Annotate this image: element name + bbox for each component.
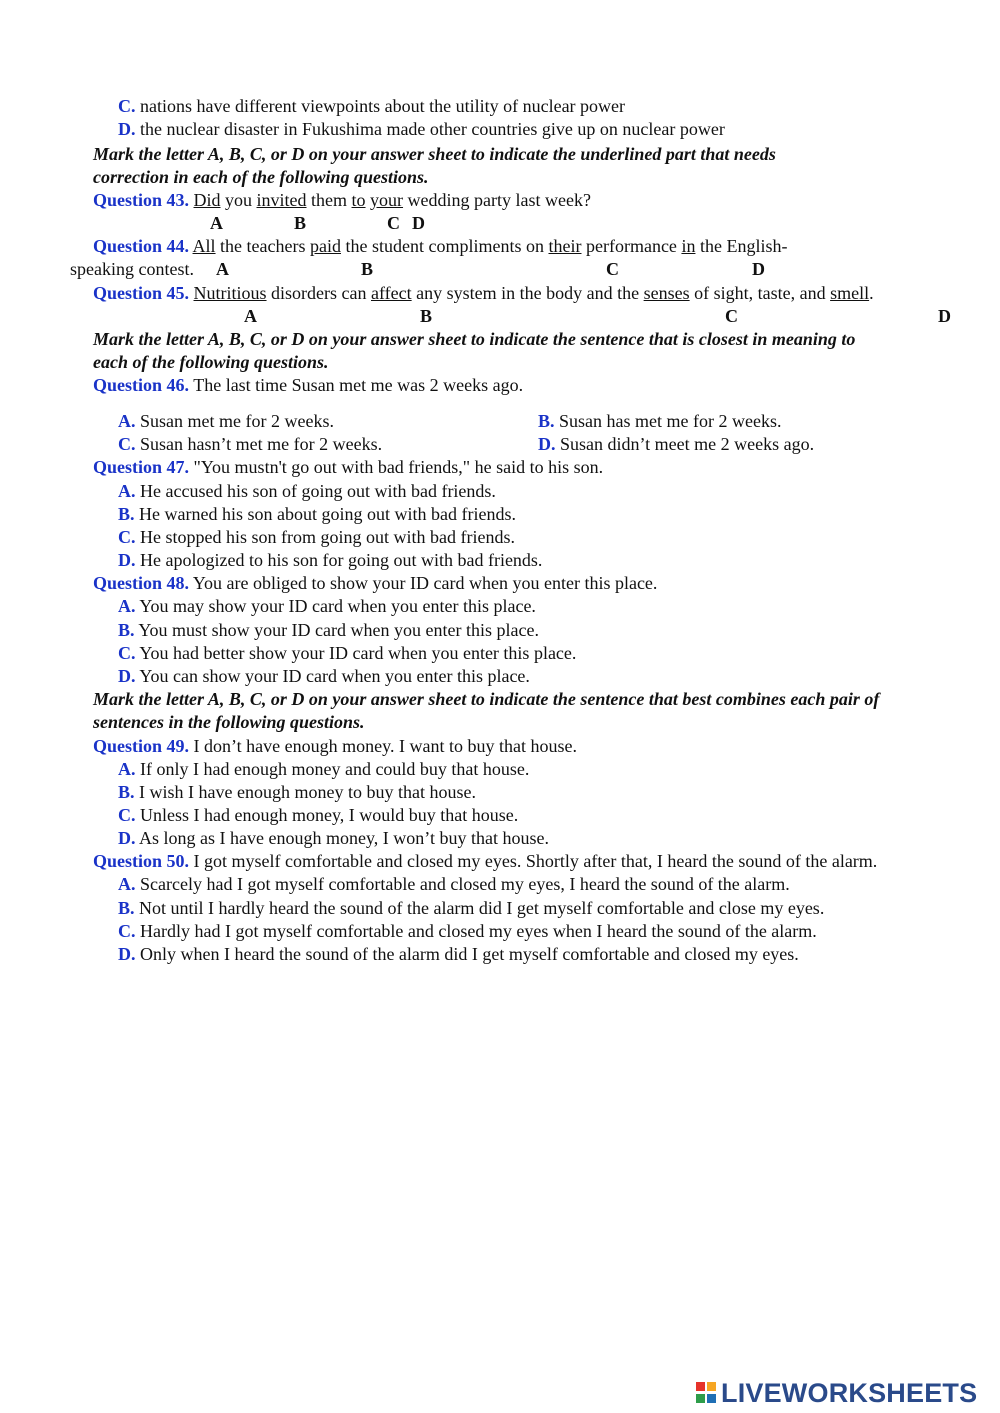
question-43: Question 43. Did you invited them to your wedding party last week?	[93, 190, 591, 210]
q48-option-d: D. You can show your ID card when you enter this place.	[118, 666, 530, 686]
q48-option-a: A. You may show your ID card when you enter this place.	[118, 596, 536, 616]
liveworksheets-logo	[696, 1376, 977, 1410]
q46-option-c: C. Susan hasn’t met me for 2 weeks.	[118, 434, 383, 454]
q43-label-d: D	[412, 213, 425, 233]
q42-option-c: C. nations have different viewpoints about the utility of nuclear power	[118, 96, 626, 116]
q50-option-a: A. Scarcely had I got myself comfortable and closed my eyes, I heard the sound of the alarm.	[118, 874, 790, 894]
q46-option-d: D. Susan didn’t meet me 2 weeks ago.	[538, 434, 815, 454]
q43-underline-d: your	[370, 190, 404, 210]
q45-label-b: B	[420, 306, 433, 326]
q45-underline-a: Nutritious	[193, 283, 267, 303]
q49-option-a: A. If only I had enough money and could buy that house.	[118, 759, 530, 779]
question-48: Question 48. You are obliged to show your ID card when you enter this place.	[93, 573, 658, 593]
q43-underline-c: to	[351, 190, 366, 210]
q49-option-d: D. As long as I have enough money, I won’t buy that house.	[118, 828, 549, 848]
question-46: Question 46. The last time Susan met me was 2 weeks ago.	[93, 375, 524, 395]
instruction-closest-meaning-line1: Mark the letter A, B, C, or D on your answer sheet to indicate the sentence that is closest in meaning to	[93, 329, 856, 349]
q45-underline-b: affect	[371, 283, 412, 303]
q45-underline-c: senses	[643, 283, 690, 303]
q49-option-b: B. I wish I have enough money to buy that house.	[118, 782, 476, 802]
q48-option-c: C. You had better show your ID card when you enter this place.	[118, 643, 577, 663]
q44-underline-d: in	[681, 236, 696, 256]
q44-label-d: D	[752, 259, 765, 279]
question-45: Question 45. Nutritious disorders can affect any system in the body and the senses of sight, taste, and smell.	[93, 283, 874, 303]
q43-label-b: B	[294, 213, 307, 233]
q47-option-a: A. He accused his son of going out with bad friends.	[118, 481, 496, 501]
q42-option-d: D. the nuclear disaster in Fukushima made other countries give up on nuclear power	[118, 119, 725, 139]
q46-option-a: A. Susan met me for 2 weeks.	[118, 411, 334, 431]
instruction-closest-meaning-line2: each of the following questions.	[93, 352, 329, 372]
q43-label-a: A	[210, 213, 223, 233]
liveworksheets-logo-icon	[696, 1380, 718, 1406]
q43-label-c: C	[387, 213, 400, 233]
q44-label-c: C	[606, 259, 619, 279]
q49-option-c: C. Unless I had enough money, I would buy that house.	[118, 805, 519, 825]
q45-underline-d: smell	[830, 283, 870, 303]
q50-option-d: D. Only when I heard the sound of the alarm did I get myself comfortable and closed my eyes.	[118, 944, 799, 964]
q44-underline-c: their	[548, 236, 582, 256]
q44-underline-b: paid	[310, 236, 341, 256]
instruction-combine-sentences-line1: Mark the letter A, B, C, or D on your answer sheet to indicate the sentence that best combines each pair of	[93, 689, 880, 709]
q50-option-b: B. Not until I hardly heard the sound of the alarm did I get myself comfortable and close my eyes.	[118, 898, 825, 918]
q43-underline-a: Did	[193, 190, 221, 210]
q47-option-d: D. He apologized to his son for going out with bad friends.	[118, 550, 543, 570]
question-49: Question 49. I don’t have enough money. I want to buy that house.	[93, 736, 577, 756]
q50-option-c: C. Hardly had I got myself comfortable and closed my eyes when I heard the sound of the alarm.	[118, 921, 817, 941]
instruction-error-identification-line2: correction in each of the following questions.	[93, 167, 429, 187]
instruction-combine-sentences-line2: sentences in the following questions.	[93, 712, 365, 732]
q45-label-d: D	[938, 306, 951, 326]
q45-label-c: C	[725, 306, 738, 326]
question-50: Question 50. I got myself comfortable and closed my eyes. Shortly after that, I heard the sound of the alarm.	[93, 851, 878, 871]
q46-option-b: B. Susan has met me for 2 weeks.	[538, 411, 782, 431]
q47-option-b: B. He warned his son about going out with bad friends.	[118, 504, 516, 524]
q47-option-c: C. He stopped his son from going out with bad friends.	[118, 527, 515, 547]
question-44-continuation: speaking contest.	[70, 259, 194, 279]
q44-label-b: B	[361, 259, 374, 279]
q45-label-a: A	[244, 306, 257, 326]
liveworksheets-logo-text: LIVEWORKSHEETS	[721, 1377, 978, 1408]
q44-label-a: A	[216, 259, 229, 279]
q44-underline-a: All	[192, 236, 216, 256]
instruction-error-identification-line1: Mark the letter A, B, C, or D on your answer sheet to indicate the underlined part that needs	[93, 144, 776, 164]
question-44: Question 44. All the teachers paid the student compliments on their performance in the English-	[93, 236, 788, 256]
q43-underline-b: invited	[256, 190, 307, 210]
q48-option-b: B. You must show your ID card when you enter this place.	[118, 620, 539, 640]
question-47: Question 47. "You mustn't go out with bad friends," he said to his son.	[93, 457, 604, 477]
